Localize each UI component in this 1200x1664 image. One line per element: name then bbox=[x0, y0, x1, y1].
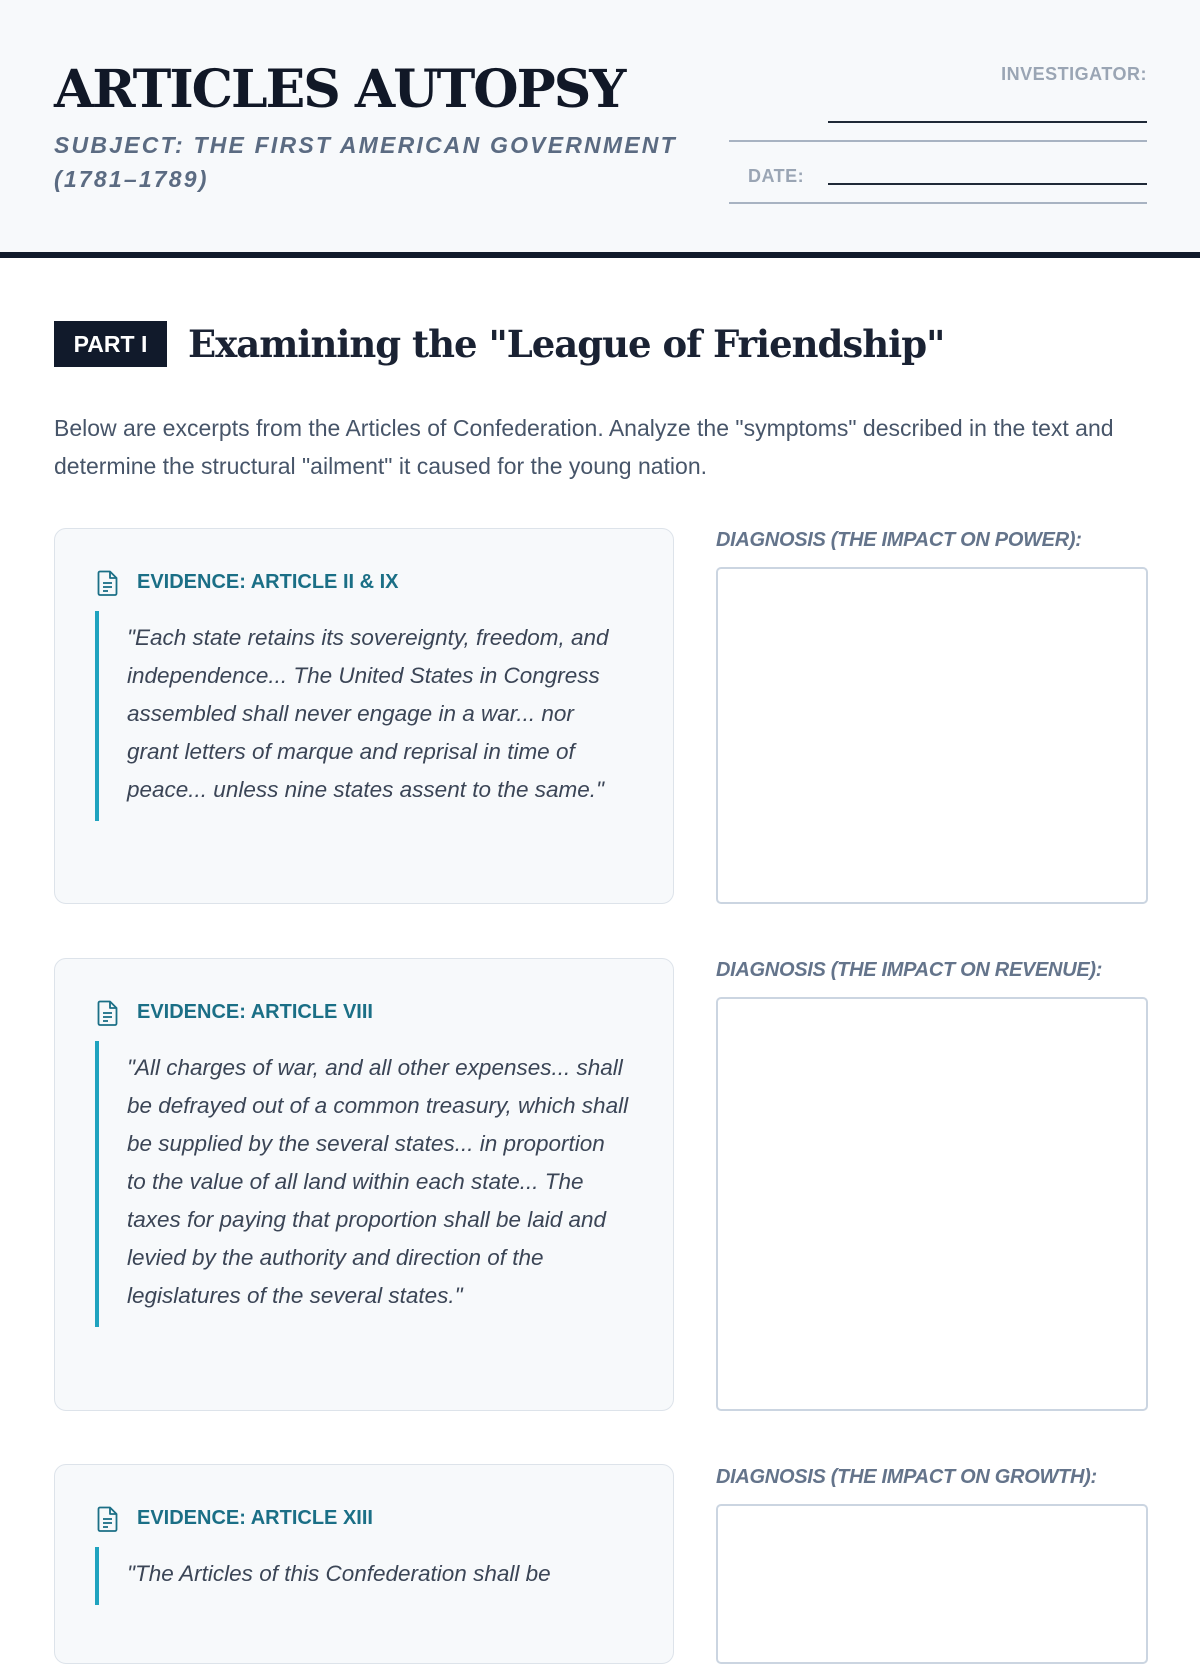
date-divider bbox=[729, 202, 1147, 204]
investigator-label: INVESTIGATOR: bbox=[1001, 64, 1147, 84]
part-badge: PART I bbox=[54, 321, 167, 367]
diagnosis-label: DIAGNOSIS (THE IMPACT ON REVENUE): bbox=[716, 959, 1103, 981]
diagnosis-answer-box[interactable] bbox=[716, 997, 1148, 1411]
investigator-input-line[interactable] bbox=[828, 121, 1147, 123]
date-input-line[interactable] bbox=[828, 183, 1147, 185]
evidence-label: EVIDENCE: ARTICLE XIII bbox=[137, 1507, 373, 1529]
evidence-label: EVIDENCE: ARTICLE VIII bbox=[137, 1001, 373, 1023]
diagnosis-label: DIAGNOSIS (THE IMPACT ON POWER): bbox=[716, 529, 1082, 551]
document-icon bbox=[97, 1506, 119, 1532]
evidence-quote bbox=[95, 1547, 629, 1605]
part-title: Examining the "League of Friendship" bbox=[188, 322, 945, 366]
evidence-quote-text: "The Articles of this Confederation shall be bbox=[127, 1561, 551, 1586]
worksheet-subtitle: SUBJECT: THE FIRST AMERICAN GOVERNMENT (1781–1789) bbox=[54, 132, 677, 192]
worksheet-title: ARTICLES AUTOPSY bbox=[54, 59, 625, 120]
diagnosis-answer-box[interactable] bbox=[716, 1504, 1148, 1664]
evidence-quote bbox=[95, 611, 629, 821]
evidence-label: EVIDENCE: ARTICLE II & IX bbox=[137, 571, 399, 593]
date-label: DATE: bbox=[748, 166, 805, 186]
intro-paragraph: Below are excerpts from the Articles of Confederation. Analyze the "symptoms" described in the text and determine the structural "ailment" it caused for the young nation. bbox=[54, 415, 1114, 479]
evidence-card bbox=[54, 528, 674, 904]
investigator-divider bbox=[729, 140, 1147, 142]
worksheet-header bbox=[0, 0, 1200, 258]
evidence-quote-text: "All charges of war, and all other expenses... shall be defrayed out of a common treasury, which shall be supplied by the several states... in proportion to the value of all land within each state... The taxes for paying that proportion shall be laid and levied by the authority and direction of the legislatures of the several states." bbox=[127, 1055, 629, 1308]
evidence-card bbox=[54, 1464, 674, 1664]
document-icon bbox=[97, 1000, 119, 1026]
diagnosis-answer-box[interactable] bbox=[716, 567, 1148, 904]
diagnosis-label: DIAGNOSIS (THE IMPACT ON GROWTH): bbox=[716, 1466, 1097, 1488]
document-icon bbox=[97, 570, 119, 596]
evidence-quote bbox=[95, 1041, 629, 1327]
evidence-quote-text: "Each state retains its sovereignty, freedom, and independence... The United States in Congress assembled shall never engage in a war... nor grant letters of marque and reprisal in time of peace... unless nine states assent to the same." bbox=[127, 625, 609, 802]
evidence-card bbox=[54, 958, 674, 1411]
